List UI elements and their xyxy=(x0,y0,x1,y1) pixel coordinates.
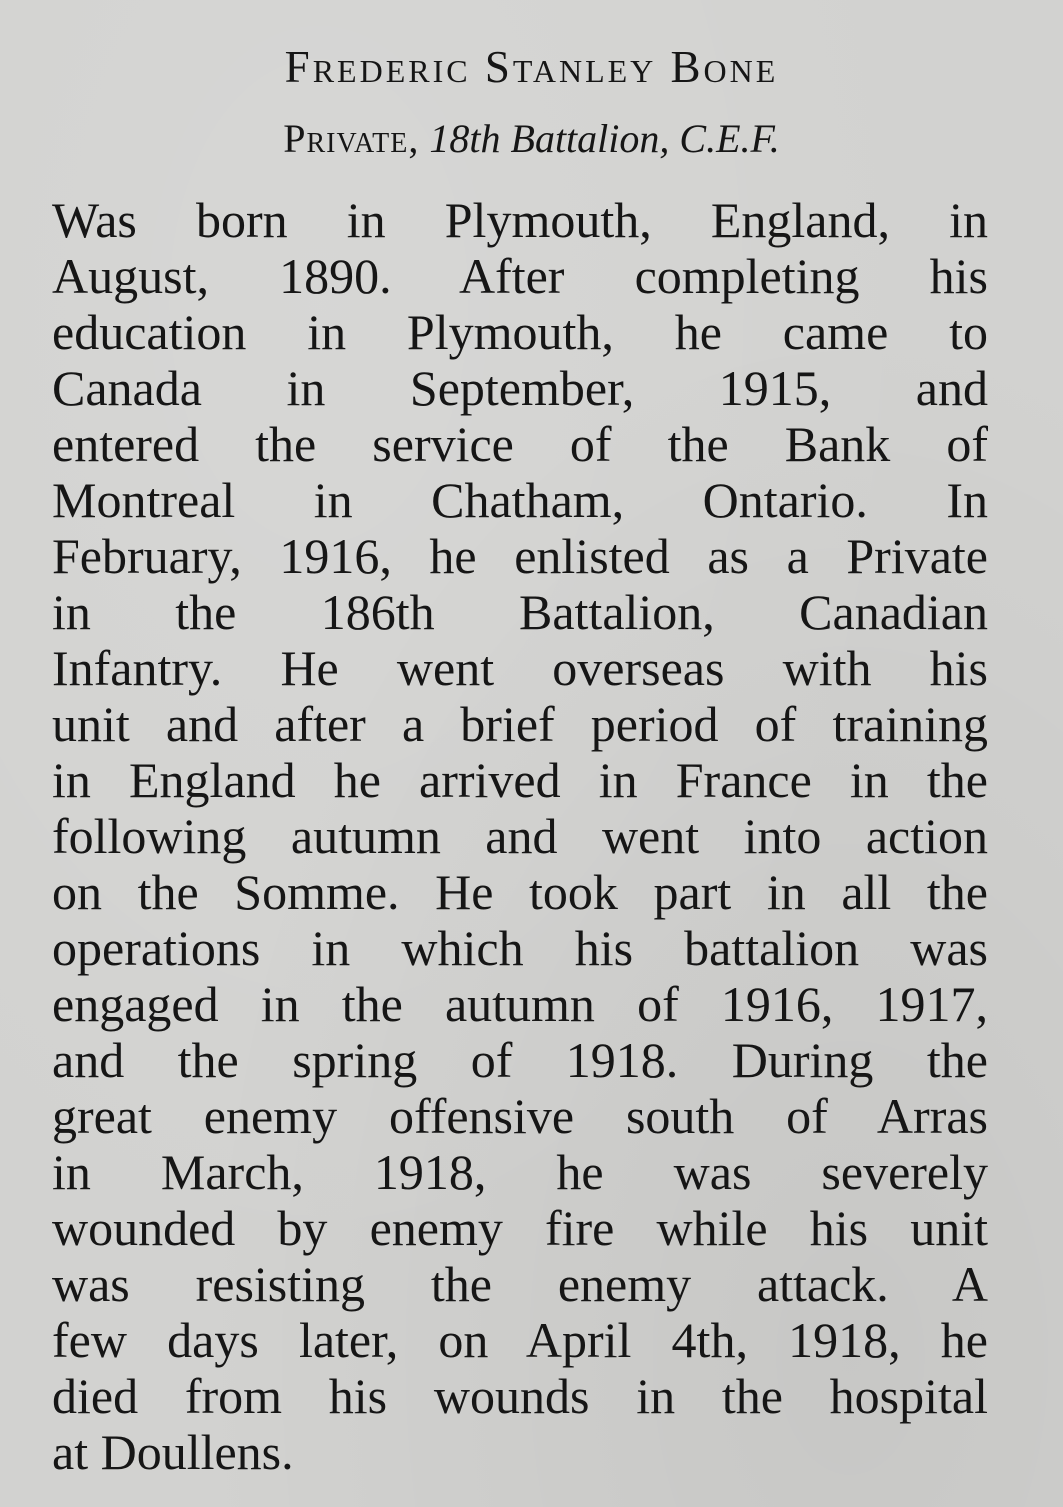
text-line: and the spring of 1918. During the xyxy=(52,1032,988,1088)
text-line: August, 1890. After completing his xyxy=(52,248,988,304)
rank-label: Private, xyxy=(283,116,420,161)
biography-text xyxy=(52,192,988,1480)
text-line: February, 1916, he enlisted as a Private xyxy=(52,528,988,584)
text-line: unit and after a brief period of training xyxy=(52,696,988,752)
text-line: few days later, on April 4th, 1918, he xyxy=(52,1312,988,1368)
text-line: Was born in Plymouth, England, in xyxy=(52,192,988,248)
text-line: in England he arrived in France in the xyxy=(52,752,988,808)
text-line: in March, 1918, he was severely xyxy=(52,1144,988,1200)
text-line: following autumn and went into action xyxy=(52,808,988,864)
text-line: in the 186th Battalion, Canadian xyxy=(52,584,988,640)
text-line: operations in which his battalion was xyxy=(52,920,988,976)
text-line: entered the service of the Bank of xyxy=(52,416,988,472)
text-line: Canada in September, 1915, and xyxy=(52,360,988,416)
text-line: education in Plymouth, he came to xyxy=(52,304,988,360)
text-line: great enemy offensive south of Arras xyxy=(52,1088,988,1144)
text-line: at Doullens. xyxy=(52,1424,294,1480)
page-subtitle xyxy=(0,112,1063,166)
text-line: Infantry. He went overseas with his xyxy=(52,640,988,696)
text-line: on the Somme. He took part in all the xyxy=(52,864,988,920)
text-line: Montreal in Chatham, Ontario. In xyxy=(52,472,988,528)
unit-label: 18th Battalion, C.E.F. xyxy=(429,116,780,161)
page-title: Frederic Stanley Bone xyxy=(284,42,779,92)
text-line: was resisting the enemy attack. A xyxy=(52,1256,988,1312)
text-line: wounded by enemy fire while his unit xyxy=(52,1200,988,1256)
text-line: died from his wounds in the hospital xyxy=(52,1368,988,1424)
text-line: engaged in the autumn of 1916, 1917, xyxy=(52,976,988,1032)
